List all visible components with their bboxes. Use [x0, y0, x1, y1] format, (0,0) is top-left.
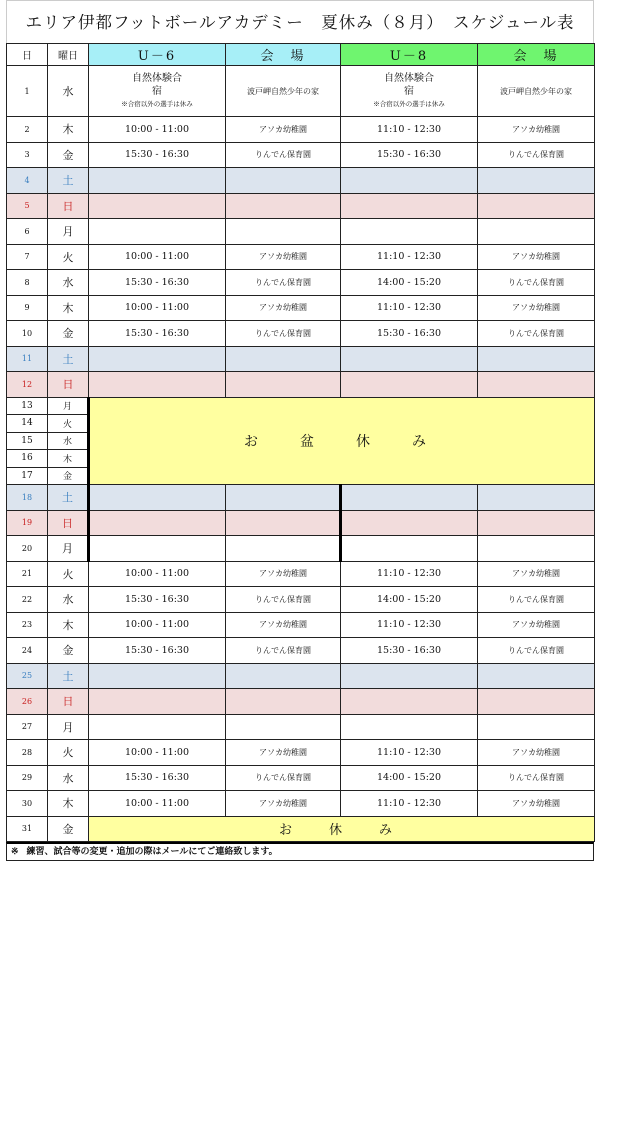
u8-time-cell — [341, 663, 478, 689]
table-row — [7, 714, 595, 740]
venue-cell — [226, 193, 341, 219]
venue-cell: りんでん保育園 — [226, 587, 341, 613]
venue-cell: アソカ幼稚園 — [226, 561, 341, 587]
table-row — [7, 791, 595, 817]
header-day: 日 — [7, 44, 48, 66]
table-row — [7, 219, 595, 245]
schedule-table — [6, 43, 595, 842]
venue-cell: アソカ幼稚園 — [226, 295, 341, 321]
table-row — [7, 587, 595, 613]
u6-time-cell — [89, 689, 226, 715]
day-cell: 24 — [7, 638, 48, 664]
day-cell: 21 — [7, 561, 48, 587]
weekday-cell: 日 — [48, 372, 89, 398]
u8-time-cell — [341, 193, 478, 219]
u6-time-cell — [89, 510, 226, 536]
table-row — [7, 765, 595, 791]
weekday-cell: 金 — [48, 638, 89, 664]
day-cell: 10 — [7, 321, 48, 347]
u8-time-cell: 11:10 - 12:30 — [341, 561, 478, 587]
u6-time-cell — [89, 168, 226, 194]
header-venue-u6: 会 場 — [226, 44, 341, 66]
day-cell: 26 — [7, 689, 48, 715]
u6-time-cell: 10:00 - 11:00 — [89, 561, 226, 587]
table-row — [7, 561, 595, 587]
venue-cell: りんでん保育園 — [478, 270, 595, 296]
venue-cell — [478, 193, 595, 219]
venue-cell: りんでん保育園 — [226, 142, 341, 168]
u6-time-cell: 10:00 - 11:00 — [89, 117, 226, 143]
venue-cell — [226, 346, 341, 372]
venue-cell — [226, 168, 341, 194]
note-mark: ※ — [11, 847, 19, 857]
venue-cell — [478, 346, 595, 372]
weekday-cell: 日 — [48, 193, 89, 219]
header-u6: U－6 — [89, 44, 226, 66]
u8-time-cell: 11:10 - 12:30 — [341, 295, 478, 321]
day-cell: 25 — [7, 663, 48, 689]
venue-cell: りんでん保育園 — [478, 142, 595, 168]
note-text: 練習、試合等の変更・追加の際はメールにてご連絡致します。 — [26, 847, 278, 857]
day-cell: 30 — [7, 791, 48, 817]
table-row — [7, 142, 595, 168]
venue-cell — [226, 714, 341, 740]
u8-time-cell — [341, 485, 478, 511]
day-cell: 27 — [7, 714, 48, 740]
u6-time-cell: 15:30 - 16:30 — [89, 638, 226, 664]
day-cell: 31 — [7, 816, 48, 842]
u8-time-cell — [341, 168, 478, 194]
weekday-cell: 日 — [48, 510, 89, 536]
weekday-cell: 火 — [48, 244, 89, 270]
u6-camp-note: ※合宿以外の選手は休み — [121, 99, 193, 108]
venue-cell: りんでん保育園 — [478, 765, 595, 791]
weekday-cell: 水 — [48, 66, 89, 117]
table-row — [7, 612, 595, 638]
u8-time-cell — [341, 372, 478, 398]
day-cell: 18 — [7, 485, 48, 511]
day-cell: 5 — [7, 193, 48, 219]
venue-cell: りんでん保育園 — [226, 321, 341, 347]
weekday-cell: 土 — [48, 485, 89, 511]
venue-cell — [478, 714, 595, 740]
u8-time-cell: 11:10 - 12:30 — [341, 244, 478, 270]
weekday-cell: 月 — [48, 219, 89, 245]
weekday-cell: 火 — [48, 415, 89, 433]
u8-camp-title: 自然体験合 — [384, 72, 434, 84]
day-cell: 20 — [7, 536, 48, 562]
day-cell: 29 — [7, 765, 48, 791]
day-cell: 16 — [7, 450, 48, 468]
u6-time-cell — [89, 346, 226, 372]
u8-time-cell: 11:10 - 12:30 — [341, 612, 478, 638]
weekday-cell: 水 — [48, 587, 89, 613]
venue-cell: アソカ幼稚園 — [226, 244, 341, 270]
weekday-cell: 金 — [48, 142, 89, 168]
table-row — [7, 295, 595, 321]
table-row — [7, 372, 595, 398]
weekday-cell: 水 — [48, 765, 89, 791]
weekday-cell: 火 — [48, 740, 89, 766]
venue-cell — [478, 168, 595, 194]
weekday-cell: 金 — [48, 467, 89, 485]
obon-holiday-cell: お 盆 休 み — [89, 397, 595, 485]
u8-time-cell — [341, 689, 478, 715]
day-off-cell: お 休 み — [89, 816, 595, 842]
day-cell: 14 — [7, 415, 48, 433]
schedule-document — [6, 0, 594, 861]
day-cell: 3 — [7, 142, 48, 168]
venue-cell — [478, 689, 595, 715]
u6-camp-title: 自然体験合 — [132, 72, 182, 84]
weekday-cell: 月 — [48, 397, 89, 415]
venue-cell — [226, 536, 341, 562]
weekday-cell: 月 — [48, 536, 89, 562]
venue-cell — [226, 485, 341, 511]
venue-cell: アソカ幼稚園 — [478, 295, 595, 321]
venue-cell — [226, 372, 341, 398]
page-title: エリア伊都フットボールアカデミー 夏休み（８月） スケジュール表 — [6, 0, 594, 43]
u8-time-cell: 11:10 - 12:30 — [341, 740, 478, 766]
u8-time-cell — [341, 510, 478, 536]
u6-time-cell — [89, 714, 226, 740]
venue-cell: アソカ幼稚園 — [478, 740, 595, 766]
u8-time-cell: 11:10 - 12:30 — [341, 791, 478, 817]
u6-time-cell: 10:00 - 11:00 — [89, 612, 226, 638]
venue-cell: りんでん保育園 — [226, 765, 341, 791]
weekday-cell: 火 — [48, 561, 89, 587]
u6-time-cell — [89, 193, 226, 219]
weekday-cell: 木 — [48, 612, 89, 638]
day-cell: 13 — [7, 397, 48, 415]
u6-time-cell — [89, 372, 226, 398]
table-row — [7, 638, 595, 664]
table-row — [7, 244, 595, 270]
venue-cell — [226, 219, 341, 245]
u6-camp-cell — [89, 66, 226, 117]
obon-row — [7, 397, 595, 415]
venue-cell — [478, 663, 595, 689]
u8-time-cell: 15:30 - 16:30 — [341, 638, 478, 664]
u6-time-cell: 10:00 - 11:00 — [89, 244, 226, 270]
venue-cell — [478, 485, 595, 511]
venue-cell: りんでん保育園 — [478, 587, 595, 613]
table-row — [7, 510, 595, 536]
table-row — [7, 689, 595, 715]
day-cell: 28 — [7, 740, 48, 766]
table-row — [7, 663, 595, 689]
u6-time-cell: 15:30 - 16:30 — [89, 270, 226, 296]
table-row — [7, 193, 595, 219]
table-row — [7, 66, 595, 117]
u8-time-cell — [341, 714, 478, 740]
venue-cell: りんでん保育園 — [478, 638, 595, 664]
u8-time-cell: 15:30 - 16:30 — [341, 321, 478, 347]
u8-time-cell: 14:00 - 15:20 — [341, 270, 478, 296]
weekday-cell: 土 — [48, 663, 89, 689]
venue-cell: 波戸岬自然少年の家 — [226, 66, 341, 117]
table-row — [7, 485, 595, 511]
venue-cell: アソカ幼稚園 — [478, 612, 595, 638]
venue-cell: アソカ幼稚園 — [478, 244, 595, 270]
day-cell: 1 — [7, 66, 48, 117]
venue-cell: アソカ幼稚園 — [226, 791, 341, 817]
u8-time-cell: 15:30 - 16:30 — [341, 142, 478, 168]
u8-time-cell — [341, 536, 478, 562]
u8-time-cell — [341, 346, 478, 372]
weekday-cell: 金 — [48, 816, 89, 842]
table-row — [7, 117, 595, 143]
venue-cell — [226, 689, 341, 715]
weekday-cell: 木 — [48, 450, 89, 468]
table-row — [7, 816, 595, 842]
venue-cell: アソカ幼稚園 — [478, 791, 595, 817]
weekday-cell: 月 — [48, 714, 89, 740]
weekday-cell: 金 — [48, 321, 89, 347]
u6-time-cell: 10:00 - 11:00 — [89, 740, 226, 766]
venue-cell: アソカ幼稚園 — [478, 561, 595, 587]
venue-cell: りんでん保育園 — [478, 321, 595, 347]
u8-camp-title-cont: 宿 — [404, 85, 414, 97]
table-row — [7, 168, 595, 194]
day-cell: 6 — [7, 219, 48, 245]
table-row — [7, 536, 595, 562]
table-row — [7, 740, 595, 766]
table-row — [7, 346, 595, 372]
venue-cell: アソカ幼稚園 — [226, 117, 341, 143]
u6-time-cell — [89, 485, 226, 511]
venue-cell — [478, 372, 595, 398]
day-cell: 11 — [7, 346, 48, 372]
day-cell: 23 — [7, 612, 48, 638]
u6-time-cell: 15:30 - 16:30 — [89, 321, 226, 347]
day-cell: 22 — [7, 587, 48, 613]
u6-time-cell — [89, 219, 226, 245]
weekday-cell: 土 — [48, 168, 89, 194]
u8-camp-cell — [341, 66, 478, 117]
u8-camp-note: ※合宿以外の選手は休み — [373, 99, 445, 108]
day-cell: 4 — [7, 168, 48, 194]
venue-cell: 波戸岬自然少年の家 — [478, 66, 595, 117]
u6-time-cell: 10:00 - 11:00 — [89, 791, 226, 817]
weekday-cell: 木 — [48, 117, 89, 143]
u6-time-cell: 15:30 - 16:30 — [89, 765, 226, 791]
venue-cell — [478, 219, 595, 245]
u6-time-cell: 15:30 - 16:30 — [89, 587, 226, 613]
u6-time-cell: 10:00 - 11:00 — [89, 295, 226, 321]
header-weekday: 曜日 — [48, 44, 89, 66]
venue-cell — [226, 510, 341, 536]
u8-time-cell — [341, 219, 478, 245]
u8-time-cell: 14:00 - 15:20 — [341, 765, 478, 791]
table-row — [7, 270, 595, 296]
u6-camp-title-cont: 宿 — [152, 85, 162, 97]
u6-time-cell — [89, 663, 226, 689]
venue-cell — [478, 536, 595, 562]
day-cell: 7 — [7, 244, 48, 270]
u8-time-cell: 11:10 - 12:30 — [341, 117, 478, 143]
header-u8: U－8 — [341, 44, 478, 66]
u8-time-cell: 14:00 - 15:20 — [341, 587, 478, 613]
day-cell: 17 — [7, 467, 48, 485]
footer-note — [6, 842, 594, 861]
venue-cell — [478, 510, 595, 536]
weekday-cell: 木 — [48, 295, 89, 321]
table-row — [7, 321, 595, 347]
u6-time-cell: 15:30 - 16:30 — [89, 142, 226, 168]
day-cell: 15 — [7, 432, 48, 450]
day-cell: 19 — [7, 510, 48, 536]
venue-cell: アソカ幼稚園 — [226, 612, 341, 638]
venue-cell: アソカ幼稚園 — [226, 740, 341, 766]
day-cell: 8 — [7, 270, 48, 296]
header-venue-u8: 会 場 — [478, 44, 595, 66]
venue-cell: アソカ幼稚園 — [478, 117, 595, 143]
venue-cell: りんでん保育園 — [226, 638, 341, 664]
weekday-cell: 水 — [48, 270, 89, 296]
venue-cell — [226, 663, 341, 689]
day-cell: 9 — [7, 295, 48, 321]
day-cell: 2 — [7, 117, 48, 143]
weekday-cell: 土 — [48, 346, 89, 372]
header-row — [7, 44, 595, 66]
weekday-cell: 日 — [48, 689, 89, 715]
day-cell: 12 — [7, 372, 48, 398]
weekday-cell: 木 — [48, 791, 89, 817]
weekday-cell: 水 — [48, 432, 89, 450]
venue-cell: りんでん保育園 — [226, 270, 341, 296]
u6-time-cell — [89, 536, 226, 562]
